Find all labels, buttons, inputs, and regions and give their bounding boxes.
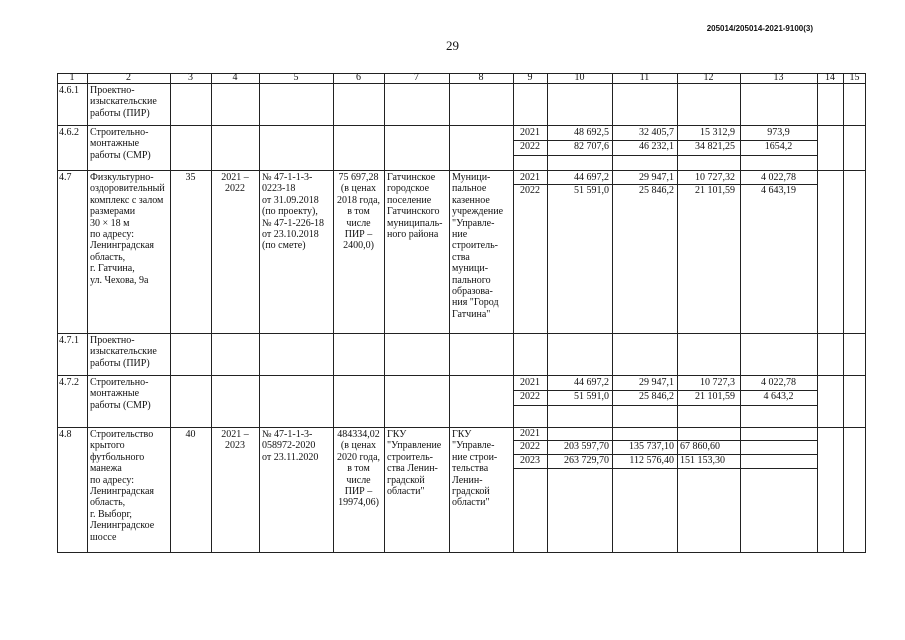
year-cell: 2021 (520, 377, 540, 388)
row-name: Строительно- монтажные работы (СМР) (90, 377, 151, 411)
row-number: 4.7 (59, 172, 72, 183)
value-cell: 4 022,78 (761, 172, 796, 183)
year-cell: 2023 (520, 455, 540, 466)
data-table (57, 73, 866, 553)
header-col-9: 9 (527, 72, 533, 83)
value-cell: 67 860,60 (680, 441, 720, 452)
row-number: 4.6.1 (59, 85, 79, 96)
year-cell: 2022 (520, 141, 540, 152)
value-cell: 973,9 (767, 127, 790, 138)
value-cell: 25 846,2 (639, 185, 674, 196)
value-cell: 34 821,25 (695, 141, 735, 152)
value-cell: 4 022,78 (761, 377, 796, 388)
value-cell: 263 729,70 (564, 455, 609, 466)
header-col-6: 6 (356, 72, 361, 83)
year-cell: 2021 (520, 428, 540, 439)
cell-col-8: ГКУ "Управле- ние строи- тельства Ленин- градской области" (452, 429, 498, 509)
year-cell: 2021 (520, 172, 540, 183)
header-col-13: 13 (773, 72, 784, 83)
value-cell: 21 101,59 (695, 391, 735, 402)
cell-col-4: 2021 – 2022 (221, 172, 249, 195)
row-number: 4.7.1 (59, 335, 79, 346)
value-cell: 51 591,0 (574, 391, 609, 402)
year-cell: 2022 (520, 391, 540, 402)
cell-col-7: ГКУ "Управление строитель- ства Ленин- градской области" (387, 429, 442, 498)
cell-col-3: 40 (185, 429, 196, 440)
row-name: Строительство крытого футбольного манежа по адресу: Ленинградская область, г. Выборг, Ленинградское шоссе (90, 429, 155, 543)
cell-col-7: Гатчинское городское поселение Гатчинского муниципаль- ного района (387, 172, 443, 241)
row-name: Физкультурно- оздоровительный комплекс с залом размерами 30 × 18 м по адресу: Ленинградская область, г. Гатчина, ул. Чехова, 9а (90, 172, 165, 286)
value-cell: 10 727,32 (695, 172, 735, 183)
header-col-10: 10 (574, 72, 585, 83)
cell-col-8: Муници- пальное казенное учреждение "Управле- ние строитель- ства муници- пального образова- ния "Город Гатчина" (452, 172, 504, 320)
row-number: 4.8 (59, 429, 72, 440)
cell-col-5: № 47-1-1-3- 0223-18 от 31.09.2018 (по проекту), № 47-1-226-18 от 23.10.2018 (по смете) (262, 172, 325, 252)
header-col-2: 2 (126, 72, 131, 83)
value-cell: 4 643,2 (763, 391, 794, 402)
row-number: 4.7.2 (59, 377, 79, 388)
header-col-4: 4 (232, 72, 238, 83)
cell-col-4: 2021 – 2023 (221, 429, 249, 452)
cell-col-6: 75 697,28 (в ценах 2018 года, в том числе ПИР – 2400,0) (336, 172, 381, 252)
cell-col-6: 484334,02 (в ценах 2020 года, в том числе ПИР – 19974,06) (336, 429, 381, 509)
row-name: Проектно- изыскательские работы (ПИР) (90, 335, 157, 369)
header-col-5: 5 (293, 72, 299, 83)
value-cell: 112 576,40 (629, 455, 674, 466)
row-name: Проектно- изыскательские работы (ПИР) (90, 85, 157, 119)
value-cell: 46 232,1 (639, 141, 674, 152)
document-id: 205014/205014-2021-9100(3) (706, 24, 813, 33)
year-cell: 2022 (520, 185, 540, 196)
cell-col-3: 35 (185, 172, 196, 183)
year-cell: 2022 (520, 441, 540, 452)
row-name: Строительно- монтажные работы (СМР) (90, 127, 151, 161)
value-cell: 29 947,1 (639, 172, 674, 183)
value-cell: 1654,2 (764, 141, 793, 152)
value-cell: 51 591,0 (574, 185, 609, 196)
value-cell: 15 312,9 (700, 127, 735, 138)
value-cell: 151 153,30 (680, 455, 725, 466)
value-cell: 82 707,6 (574, 141, 609, 152)
value-cell: 4 643,19 (761, 185, 796, 196)
value-cell: 48 692,5 (574, 127, 609, 138)
header-col-8: 8 (478, 72, 484, 83)
header-col-12: 12 (703, 72, 714, 83)
value-cell: 32 405,7 (639, 127, 674, 138)
header-col-14: 14 (825, 72, 835, 83)
value-cell: 135 737,10 (629, 441, 674, 452)
value-cell: 44 697,2 (574, 172, 609, 183)
header-col-15: 15 (849, 72, 860, 83)
value-cell: 10 727,3 (700, 377, 735, 388)
header-col-3: 3 (188, 72, 193, 83)
value-cell: 44 697,2 (574, 377, 609, 388)
row-number: 4.6.2 (59, 127, 79, 138)
year-cell: 2021 (520, 127, 540, 138)
header-col-11: 11 (639, 72, 650, 83)
value-cell: 21 101,59 (695, 185, 735, 196)
value-cell: 203 597,70 (564, 441, 609, 452)
value-cell: 25 846,2 (639, 391, 674, 402)
value-cell: 29 947,1 (639, 377, 674, 388)
cell-col-5: № 47-1-1-3- 058972-2020 от 23.11.2020 (262, 429, 319, 463)
header-col-1: 1 (69, 72, 75, 83)
header-col-7: 7 (414, 72, 419, 83)
page-number: 29 (446, 38, 459, 53)
